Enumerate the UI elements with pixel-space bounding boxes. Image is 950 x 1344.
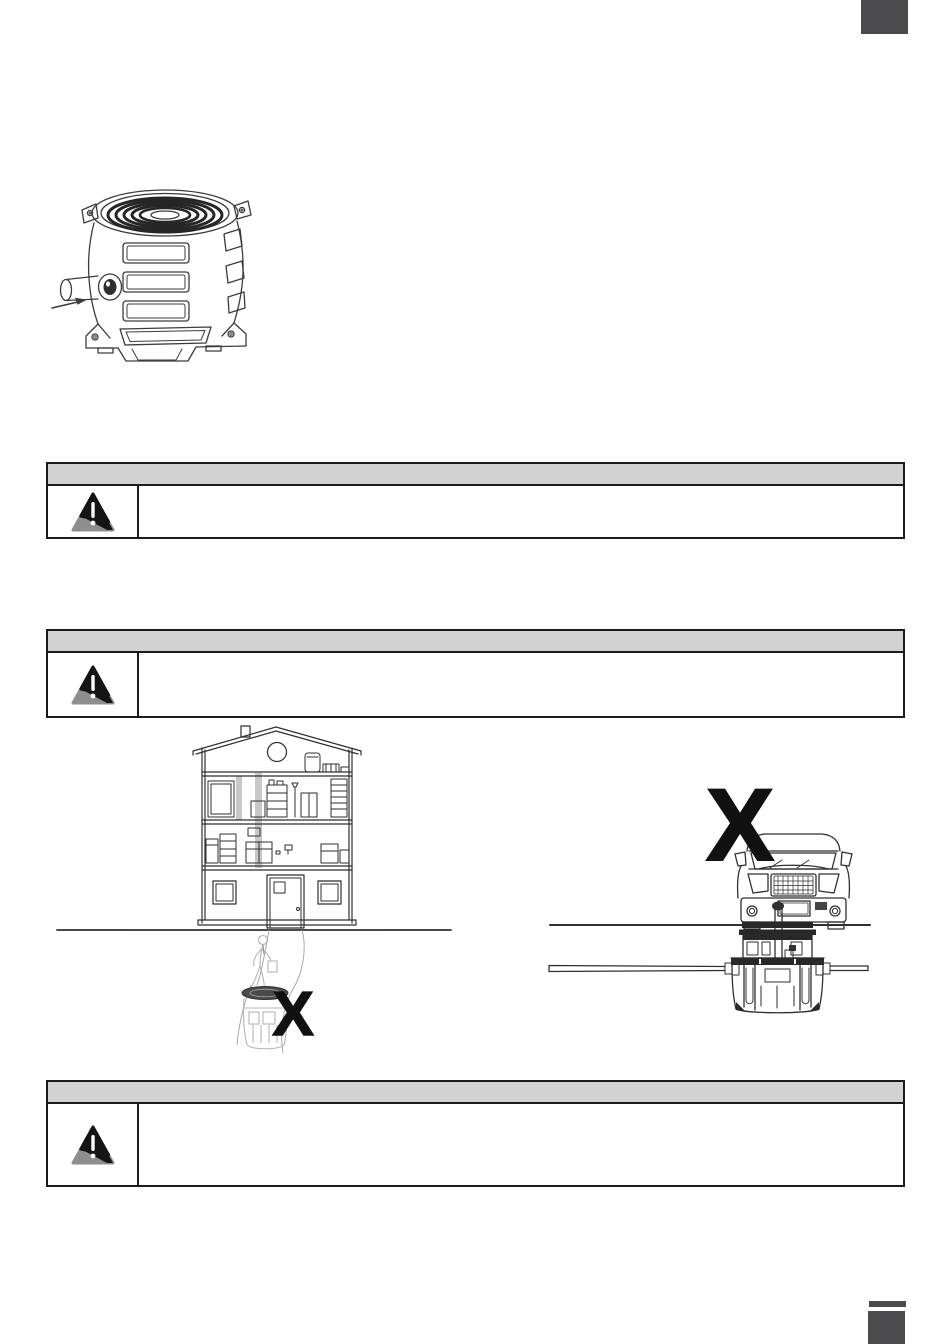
page-corner-tab-top	[861, 0, 908, 34]
warning-body-text	[139, 486, 903, 537]
attic-contents	[305, 753, 349, 772]
house-shell	[193, 726, 361, 925]
warning-box-2	[46, 629, 905, 718]
prohibition-x-mark: X	[705, 772, 775, 882]
warning-box-3	[46, 1080, 905, 1187]
second-floor-contents	[208, 779, 347, 817]
warning-icon-cell	[48, 1104, 139, 1185]
warning-icon-cell	[48, 653, 139, 716]
warning-body-text	[139, 1104, 903, 1185]
interior-wall	[236, 776, 242, 820]
warning-box-1	[46, 462, 905, 539]
warning-triangle-icon	[71, 492, 115, 532]
sump-basin-drawing	[48, 166, 283, 376]
warning-header	[48, 1082, 903, 1104]
page-corner-tab-bottom	[868, 1311, 905, 1344]
prohibition-x-mark: X	[272, 980, 314, 1049]
warning-icon-cell	[48, 486, 139, 537]
inlet-arrow	[52, 298, 87, 308]
warning-triangle-icon	[71, 665, 115, 705]
figure-truck-over-basin	[545, 772, 875, 1042]
warning-triangle-icon	[71, 1125, 115, 1165]
basin-front-panels	[120, 243, 211, 345]
basin-threaded-lid	[92, 190, 238, 236]
basin-side-ribs	[224, 229, 245, 313]
warning-body-text	[139, 653, 903, 716]
buried-pump-basin	[549, 902, 868, 1013]
house-drawing	[55, 723, 455, 1063]
page-corner-bar-bottom	[869, 1301, 906, 1307]
figure-sump-basin	[48, 166, 283, 376]
warning-header	[48, 464, 903, 486]
warning-header	[48, 631, 903, 653]
truck-drawing	[545, 772, 875, 1042]
figure-house-cross-section	[55, 723, 455, 1063]
third-floor-contents	[206, 828, 349, 863]
